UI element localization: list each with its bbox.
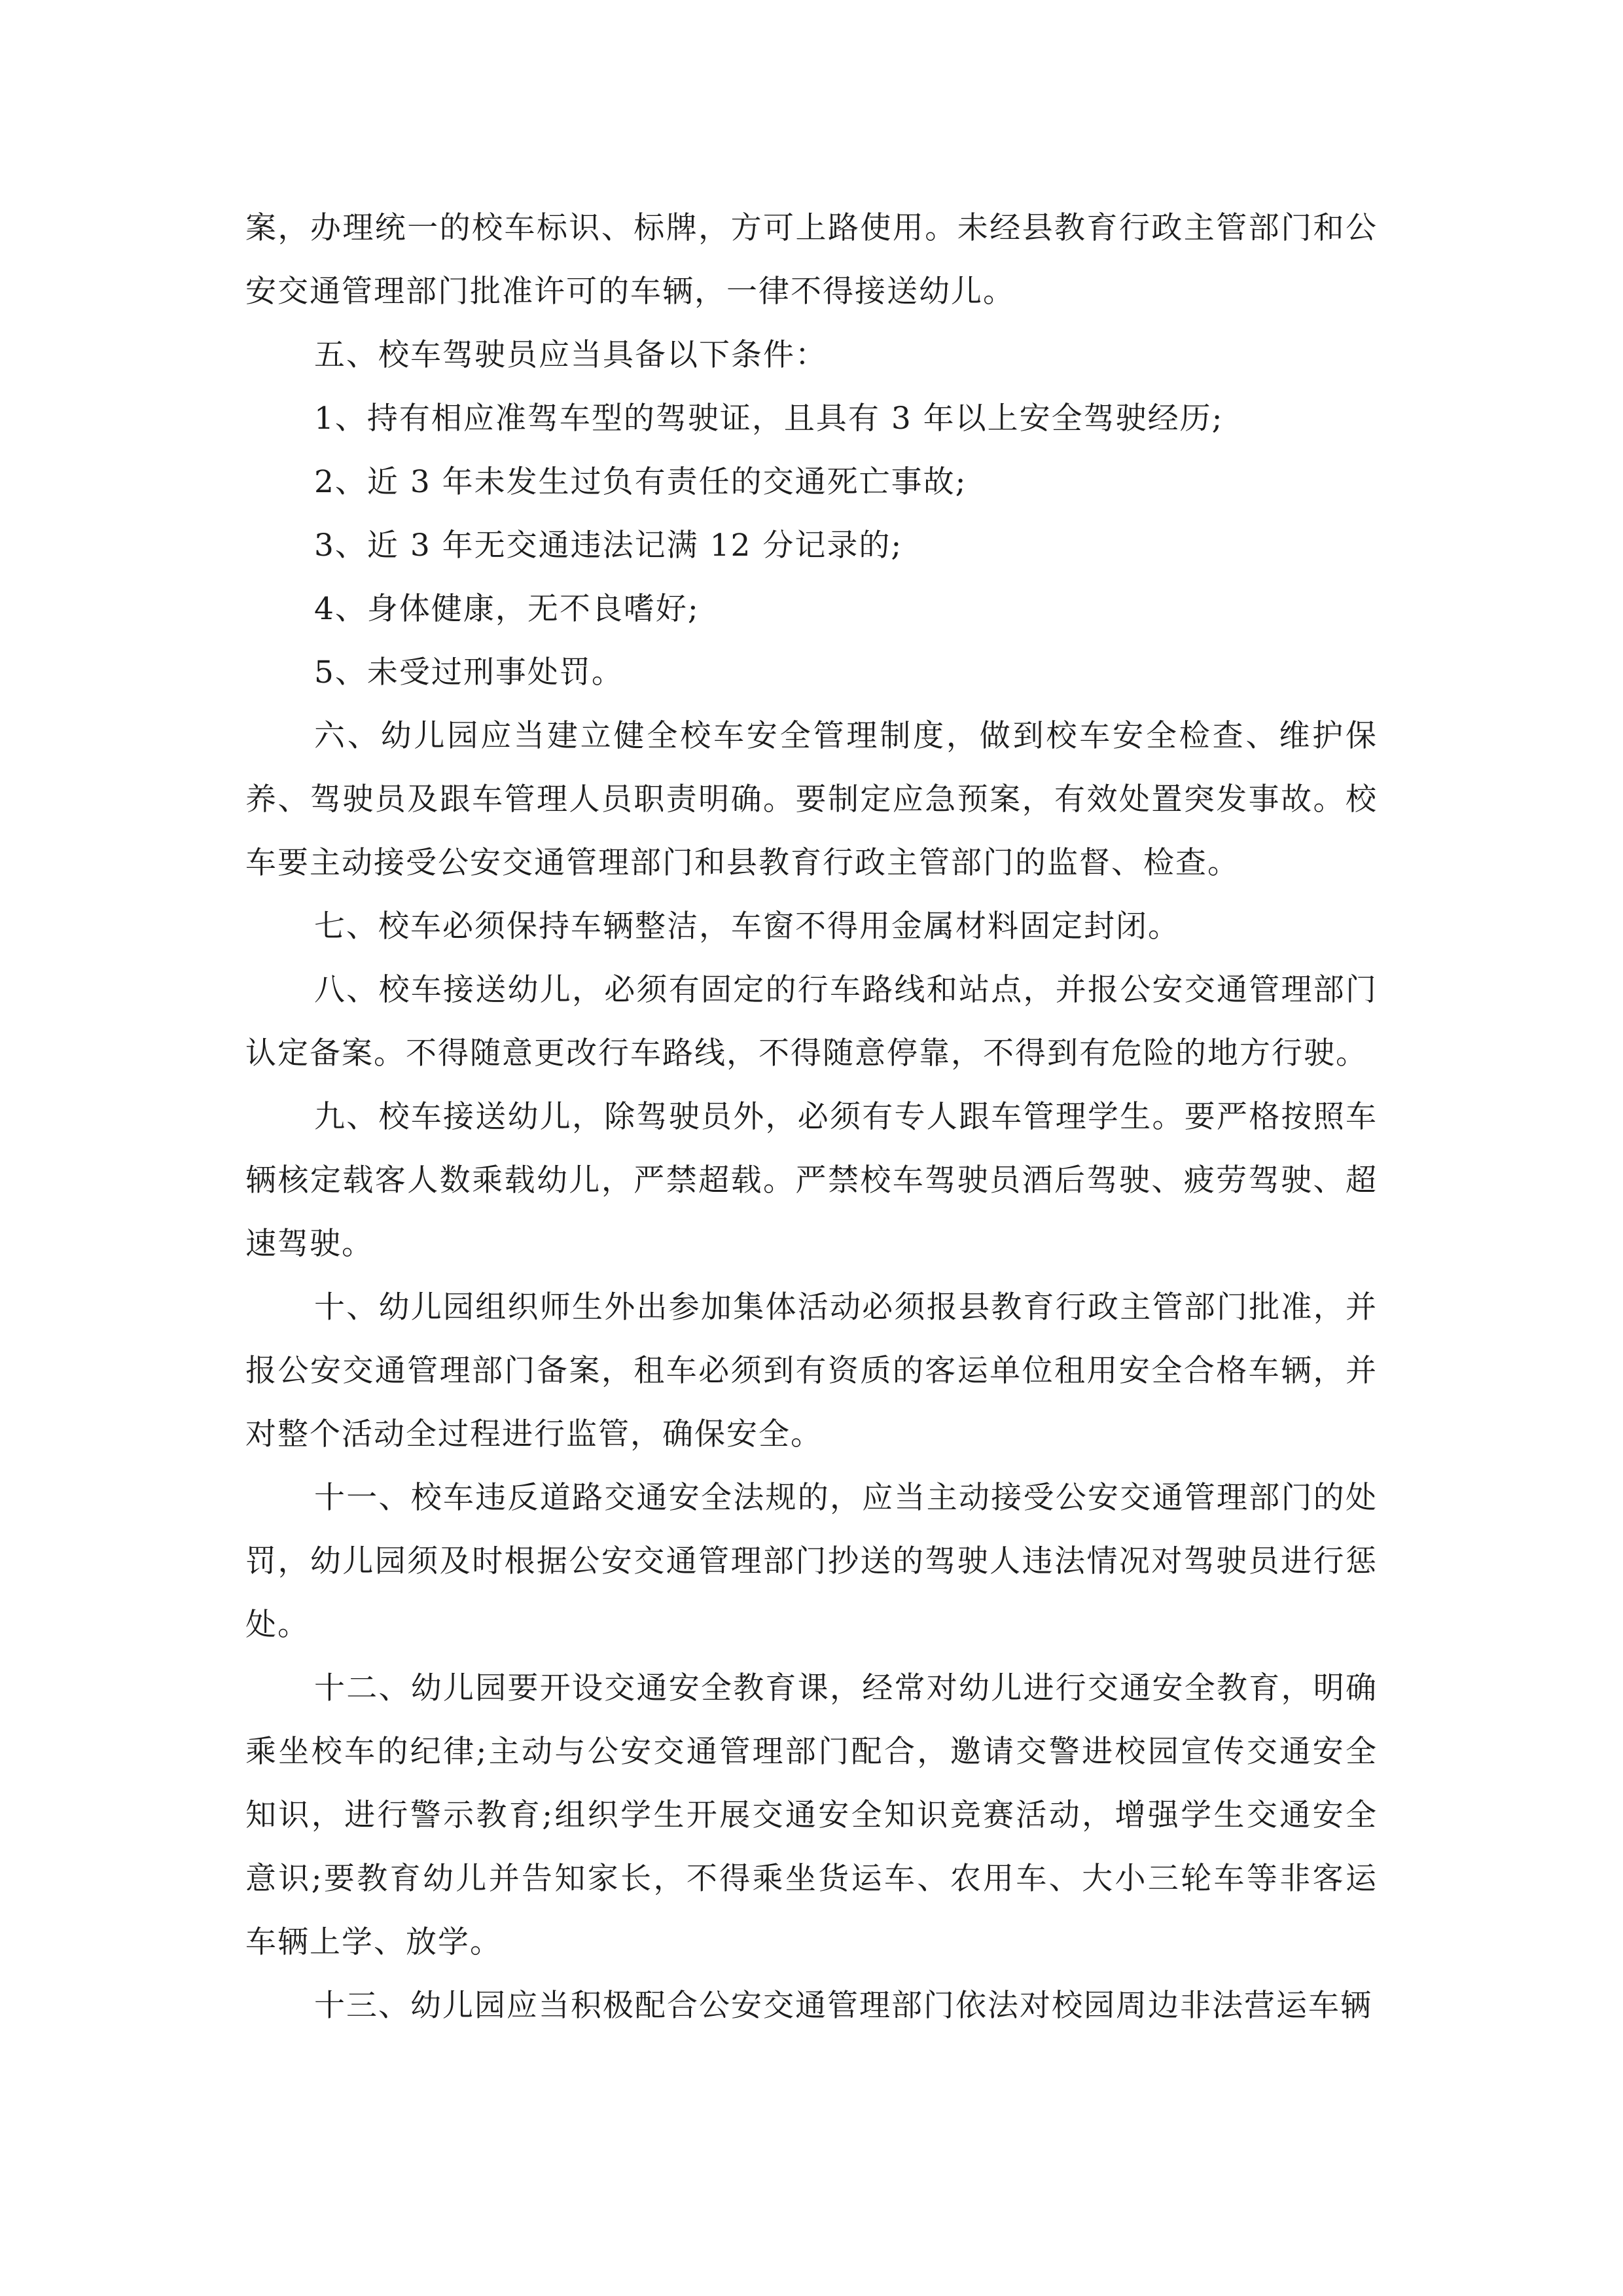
paragraph-section-5: 五、校车驾驶员应当具备以下条件： <box>314 337 827 373</box>
list-item-2: 2、近 3 年未发生过负有责任的交通死亡事故; <box>314 464 967 500</box>
paragraph-section-13: 十三、幼儿园应当积极配合公安交通管理部门依法对校园周边非法营运车辆 <box>314 1988 1372 2024</box>
document-body <box>245 196 1378 2037</box>
list-item-4: 4、身体健康，无不良嗜好; <box>314 591 700 627</box>
list-item-1: 1、持有相应准驾车型的驾驶证，且具有 3 年以上安全驾驶经历; <box>314 401 1224 437</box>
paragraph-section-8: 八、校车接送幼儿，必须有固定的行车路线和站点，并报公安交通管理部门认定备案。不得随意更改行车路线，不得随意停靠，不得到有危险的地方行驶。 <box>245 972 1378 1071</box>
paragraph-section-7: 七、校车必须保持车辆整洁，车窗不得用金属材料固定封闭。 <box>314 908 1180 944</box>
paragraph-continued: 案，办理统一的校车标识、标牌，方可上路使用。未经县教育行政主管部门和公安交通管理部门批准许可的车辆，一律不得接送幼儿。 <box>245 210 1378 310</box>
paragraph-section-12: 十二、幼儿园要开设交通安全教育课，经常对幼儿进行交通安全教育，明确乘坐校车的纪律;主动与公安交通管理部门配合，邀请交警进校园宣传交通安全知识，进行警示教育;组织学生开展交通安全知识竞赛活动，增强学生交通安全意识;要教育幼儿并告知家长，不得乘坐货运车、农用车、大小三轮车等非客运车辆上学、放学。 <box>245 1670 1378 1960</box>
paragraph-section-10: 十、幼儿园组织师生外出参加集体活动必须报县教育行政主管部门批准，并报公安交通管理部门备案，租车必须到有资质的客运单位租用安全合格车辆，并对整个活动全过程进行监管，确保安全。 <box>245 1289 1378 1452</box>
list-item-5: 5、未受过刑事处罚。 <box>314 655 624 691</box>
list-item-3: 3、近 3 年无交通违法记满 12 分记录的; <box>314 528 903 564</box>
paragraph-section-6: 六、幼儿园应当建立健全校车安全管理制度，做到校车安全检查、维护保养、驾驶员及跟车管理人员职责明确。要制定应急预案，有效处置突发事故。校车要主动接受公安交通管理部门和县教育行政主管部门的监督、检查。 <box>245 718 1378 881</box>
paragraph-section-9: 九、校车接送幼儿，除驾驶员外，必须有专人跟车管理学生。要严格按照车辆核定载客人数乘载幼儿，严禁超载。严禁校车驾驶员酒后驾驶、疲劳驾驶、超速驾驶。 <box>245 1099 1378 1262</box>
paragraph-section-11: 十一、校车违反道路交通安全法规的，应当主动接受公安交通管理部门的处罚，幼儿园须及时根据公安交通管理部门抄送的驾驶人违法情况对驾驶员进行惩处。 <box>245 1480 1378 1643</box>
